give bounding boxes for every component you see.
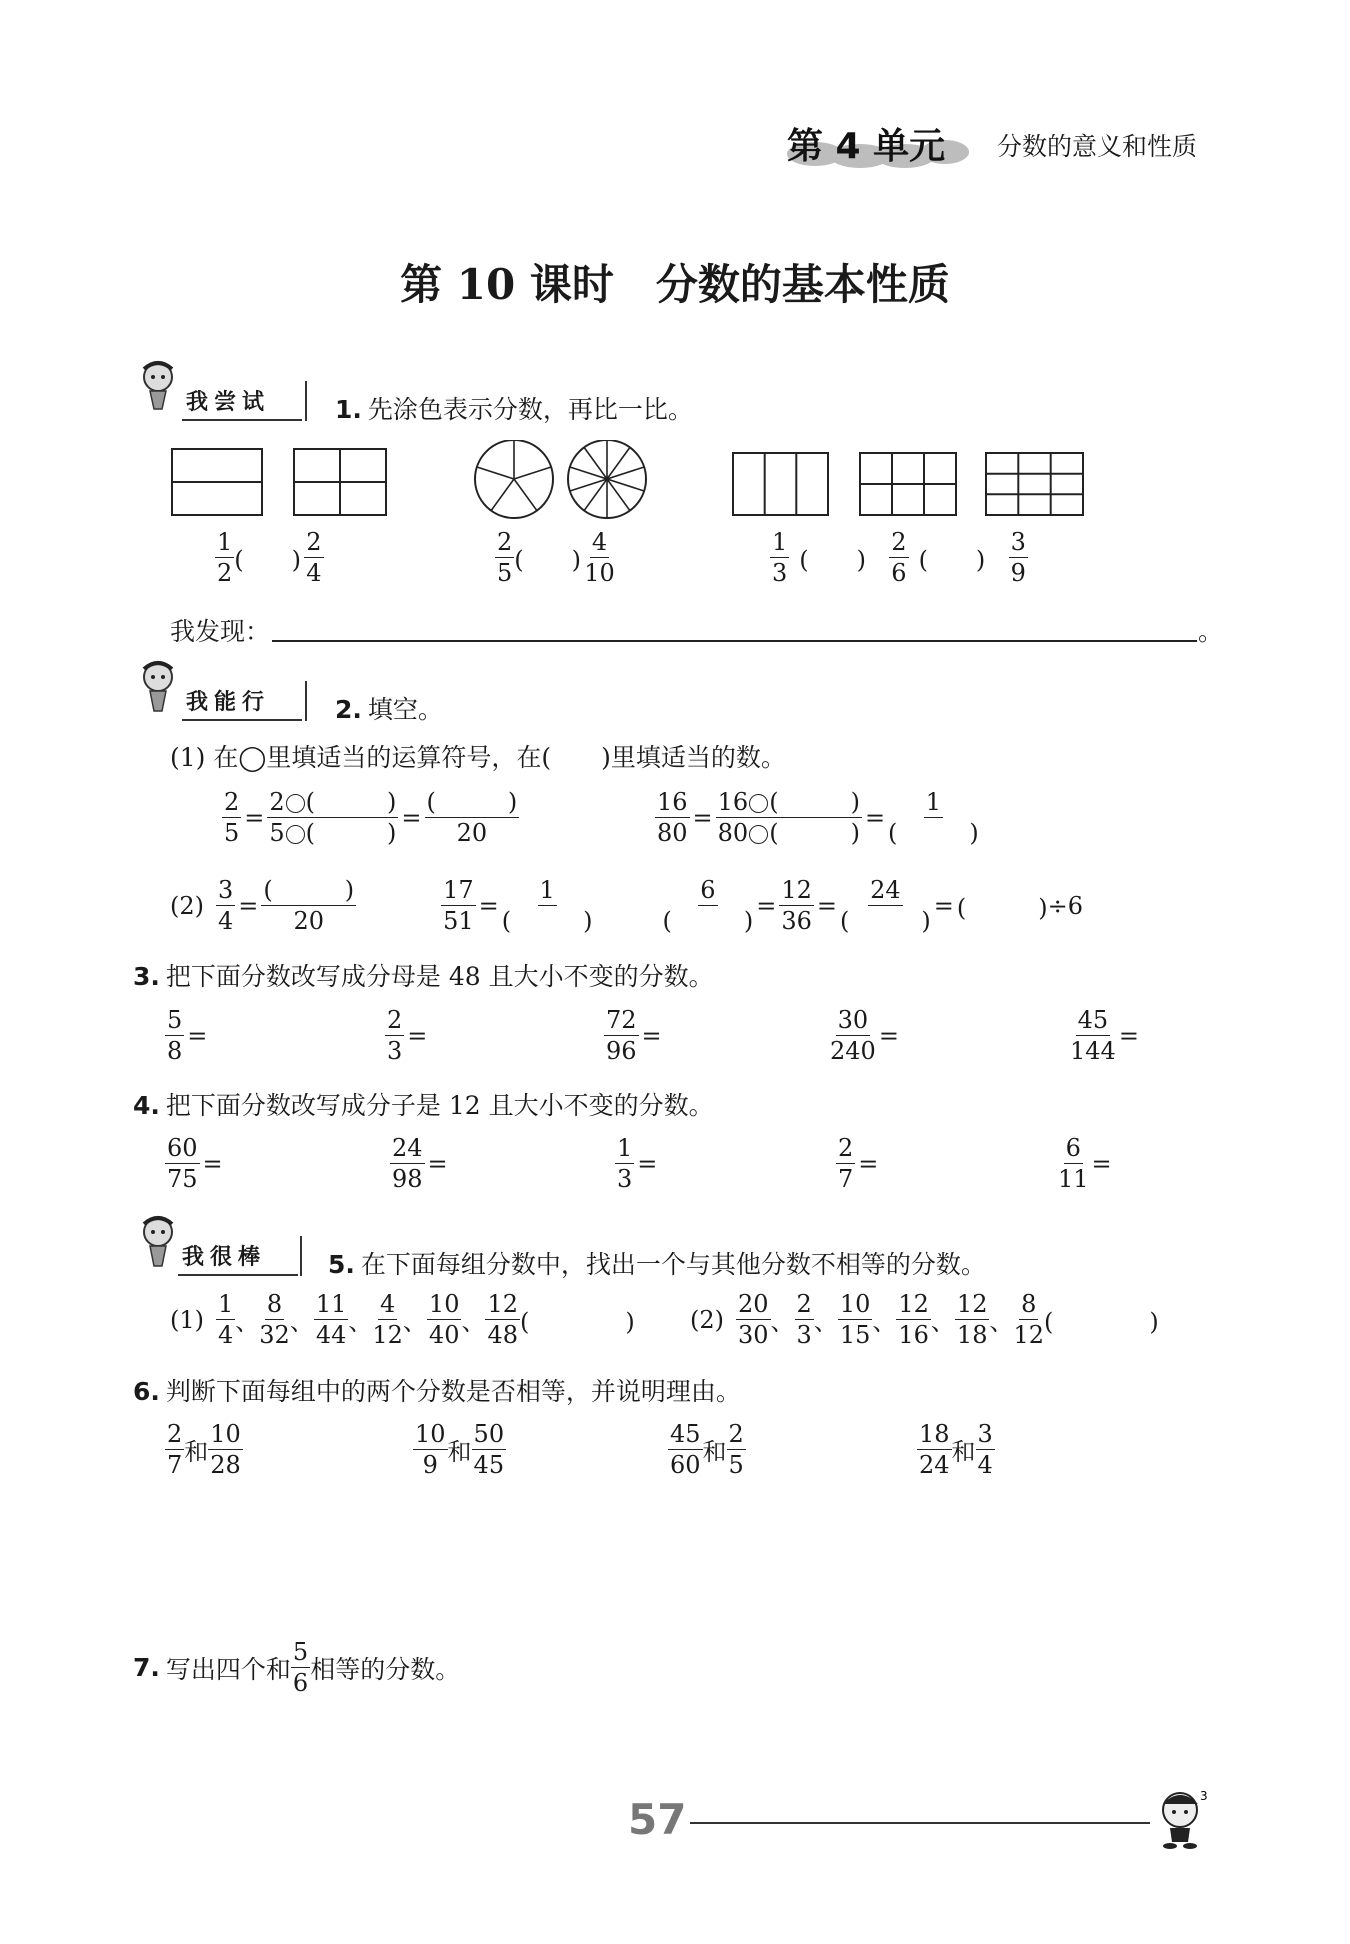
fraction: $\frac{17}{51}$ [443,876,474,935]
fraction: 2 6 [891,528,907,587]
fraction-op[interactable]: $\frac{2 ( )}{5 ( )}$ [269,788,397,847]
question-text: 把下面分数改写成分母是 48 且大小不变的分数。 [165,962,714,991]
fraction: $\frac{24}{98}$ [392,1134,423,1193]
fraction: 2 3 [796,1290,812,1349]
section-badge-try [130,355,310,423]
fraction: 2 5 [497,528,513,587]
question-number: 4. [133,1091,160,1120]
fraction: 5 6 [292,1638,309,1697]
q4-item[interactable]: $\frac{60}{75}$ = [167,1134,223,1193]
q2-sub1-instruction: (1) 在◯里填适当的运算符号，在( )里填适当的数。 [170,743,786,772]
question-number: 6. [133,1377,160,1406]
question-7 [133,1640,460,1695]
compare-blank[interactable]: ( ) [799,546,867,574]
fraction: 10 15 [839,1290,871,1349]
question-text: 相等的分数。 [310,1654,461,1684]
question-number: 5. [328,1250,355,1279]
q3-item[interactable]: $\frac{5}{8}$ = [167,1006,208,1065]
rect-thirds[interactable] [733,453,828,515]
q5-group-2: (2) 20 30 、 2 3 、 10 15 、 12 16 、 12 18 、 8 12 ( ) [690,1290,1159,1349]
footer-rule [690,1822,1150,1824]
fraction: $\frac{12}{36}$ [781,876,812,935]
badge-underline [182,419,302,421]
fraction: $\frac{2}{7}$ [838,1134,854,1193]
badge-divider [305,381,307,421]
q3-item[interactable]: $\frac{45}{144}$ = [1070,1006,1139,1065]
fraction: $\frac{30}{240}$ [830,1006,876,1065]
q2-sub2-row: (2) $\frac{3}{4}$ = ( ) 20 $\frac{17}{51}$ = 1 ( ) 6 ( ) = $\frac{12}{36}$ = 24 ( ) = ( ) ÷6 [170,876,1083,935]
fraction: $\frac{2}{5}$ [224,788,240,847]
section-badge-can [130,655,310,723]
question-text: 先涂色表示分数，再比一比。 [367,395,693,424]
and-word: 和 [447,1438,472,1466]
fraction: $\frac{45}{144}$ [1070,1006,1116,1065]
fraction: 1 4 [218,1290,234,1349]
page-number: 57 [628,1795,687,1844]
answer-blank[interactable]: ( ) [1044,1308,1159,1336]
rect-quarters[interactable] [294,449,386,515]
question-2 [335,690,443,726]
fraction: $\frac{2}{3}$ [387,1006,403,1065]
fraction: 8 12 [1013,1290,1045,1349]
fraction: 10 9 [415,1420,446,1479]
question-number: 3. [133,962,160,991]
question-3 [133,957,714,993]
fraction: 12 16 [898,1290,929,1349]
division-blank[interactable]: ( ) [956,894,1048,922]
girl-mascot-icon [130,355,190,415]
fraction: $\frac{72}{96}$ [606,1006,637,1065]
compare-blank[interactable]: ( ) [234,546,302,574]
sub-label: (2) [170,891,204,920]
fraction-blank[interactable]: 24 ( ) [840,876,931,935]
rect-ninths[interactable] [986,453,1083,515]
fraction: 2 4 [306,528,322,587]
question-1 [335,390,693,426]
fraction: 3 9 [1010,528,1026,587]
fraction: 10 28 [210,1420,241,1479]
q4-item[interactable]: $\frac{24}{98}$ = [392,1134,448,1193]
fraction-blank[interactable]: ( ) 20 [426,788,518,847]
q3-item[interactable]: $\frac{30}{240}$ = [830,1006,899,1065]
q2-equation-a: $\frac{2}{5}$ = $\frac{2 ( )}{5 ( )}$ = ( ) 20 [224,788,518,847]
q1-compare-3 [770,530,1028,585]
unit-banner [775,118,975,170]
find-end: 。 [1198,617,1224,646]
fraction-op[interactable]: $\frac{16 ( )}{80 ( )}$ [717,788,860,847]
fraction: 2 5 [728,1420,744,1479]
find-answer-line[interactable] [272,640,1197,642]
q6-pair[interactable] [668,1422,746,1477]
badge-divider [300,1236,302,1276]
sub-label: (1) [170,1305,204,1334]
question-number: 2. [335,695,362,724]
fraction: 3 4 [977,1420,993,1479]
fraction: 11 44 [315,1290,347,1349]
section-label-great: 我很棒 [182,1245,267,1270]
question-text: 在下面每组分数中，找出一个与其他分数不相等的分数。 [360,1250,986,1279]
fraction: 12 48 [487,1290,519,1349]
fraction-blank[interactable]: 1 ( ) [501,876,593,935]
badge-underline [178,1274,298,1276]
fraction: 20 30 [738,1290,769,1349]
fraction: 50 45 [473,1420,505,1479]
fraction: 4 12 [372,1290,403,1349]
question-text: 写出四个和 [165,1654,291,1684]
q1-compare-2 [495,530,615,585]
fraction-blank[interactable]: 1 ( ) [888,788,979,847]
svg-text:3: 3 [1200,1789,1208,1803]
badge-divider [305,681,307,721]
q4-item[interactable]: $\frac{2}{7}$ = [838,1134,879,1193]
answer-blank[interactable]: ( ) [520,1308,635,1336]
fraction: 10 40 [428,1290,460,1349]
fraction-blank[interactable]: ( ) 20 [263,876,355,935]
q1-shapes [0,440,1350,530]
rect-halves[interactable] [172,449,262,515]
and-word: 和 [951,1438,976,1466]
fraction: 45 60 [670,1420,701,1479]
fraction-blank[interactable]: 6 ( ) [662,876,754,935]
find-label: 我发现： [170,617,271,646]
fraction: 4 10 [584,528,615,587]
q6-pair[interactable] [413,1422,506,1477]
fraction: 18 24 [919,1420,950,1479]
girl-mascot-icon [130,1210,190,1274]
question-text: 填空。 [367,695,443,724]
q4-item[interactable]: $\frac{1}{3}$ = [617,1134,658,1193]
rect-sixths[interactable] [860,453,956,515]
q5-group-1: (1) 1 4 、 8 32 、 11 44 、 4 12 、 10 40 、 12 48 ( ) [170,1290,635,1349]
and-word: 和 [702,1438,727,1466]
q3-item[interactable]: $\frac{72}{96}$ = [606,1006,662,1065]
division-tail: ÷6 [1047,891,1083,920]
fraction: $\frac{1}{3}$ [617,1134,633,1193]
badge-underline [182,719,302,721]
section-badge-great [130,1210,305,1278]
q4-item[interactable]: $\frac{6}{11}$ = [1058,1134,1112,1193]
compare-blank[interactable]: ( ) [918,546,986,574]
fraction: $\frac{5}{8}$ [167,1006,183,1065]
compare-blank[interactable]: ( ) [514,546,582,574]
and-word: 和 [184,1438,209,1466]
lesson-title: 第 10 课时 分数的基本性质 [400,260,950,309]
fraction: $\frac{60}{75}$ [167,1134,198,1193]
girl-mascot-icon [130,655,190,719]
fraction: 2 7 [167,1420,183,1479]
unit-label: 第 4 单元 [787,126,946,167]
fraction: 12 18 [956,1290,988,1349]
circle-tenths[interactable] [568,440,646,518]
q6-pair[interactable] [165,1422,243,1477]
circle-fifths[interactable] [475,440,553,518]
fraction: 1 3 [772,528,788,587]
section-label-try: 我尝试 [186,390,271,415]
fraction: $\frac{3}{4}$ [218,876,234,935]
q6-pair[interactable] [917,1422,995,1477]
q2-equation-b: $\frac{16}{80}$ = $\frac{16 ( )}{80 ( )}$ = 1 ( ) [657,788,979,847]
question-text: 把下面分数改写成分子是 12 且大小不变的分数。 [165,1091,714,1120]
question-number: 1. [335,395,362,424]
question-5 [328,1245,986,1281]
q1-compare-1 [215,530,324,585]
section-label-can: 我能行 [186,690,271,715]
question-text: 判断下面每组中的两个分数是否相等，并说明理由。 [165,1377,741,1406]
fraction: $\frac{16}{80}$ [657,788,688,847]
unit-title: 分数的意义和性质 [997,132,1198,161]
fraction: 1 2 [217,528,233,587]
boy-mascot-icon [1148,1786,1218,1852]
fraction: $\frac{6}{11}$ [1058,1134,1089,1193]
question-6 [133,1372,741,1408]
q3-item[interactable]: $\frac{2}{3}$ = [387,1006,428,1065]
sub-label: (2) [690,1305,724,1334]
fraction: 8 32 [259,1290,290,1349]
question-4 [133,1086,714,1122]
question-number: 7. [133,1653,160,1682]
